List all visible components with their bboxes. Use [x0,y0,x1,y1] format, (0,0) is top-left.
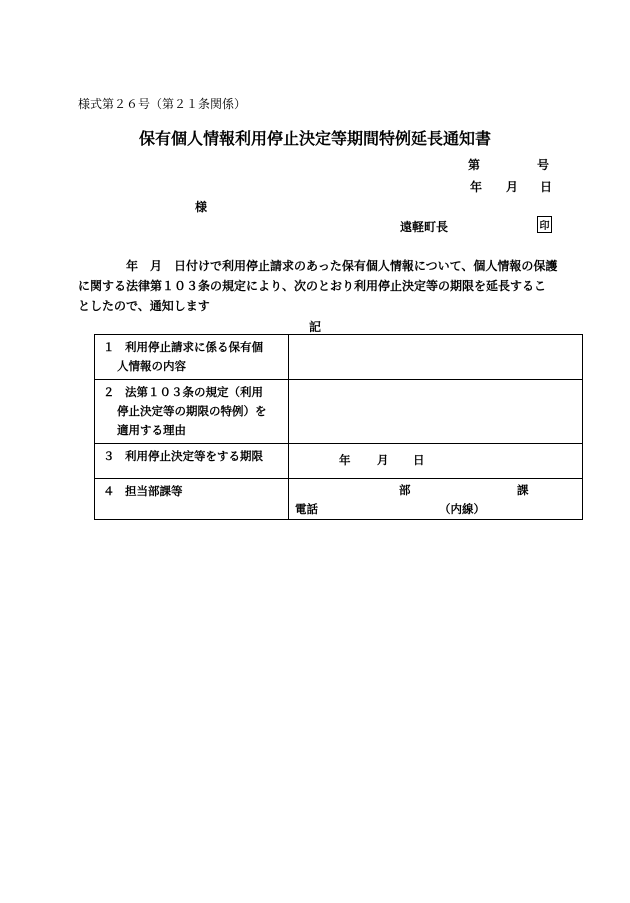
notice-body [78,256,558,316]
deadline-month: 月 [377,453,389,467]
doc-number-prefix: 第 [468,158,481,172]
row-label-text: 人情報の内容 [117,359,186,373]
row-label-text: 停止決定等の期限の特例）を [117,404,267,418]
seal-box: 印 [537,216,552,233]
deadline-field[interactable] [289,444,583,479]
table-row [95,444,583,479]
doc-number-suffix: 号 [537,158,550,172]
items-table [94,334,583,520]
row-label [95,479,289,520]
dept-phone-label: 電話 [295,502,318,516]
document-title: 保有個人情報利用停止決定等期間特例延長通知書 [138,129,491,148]
sender-name: 遠軽町長 [400,220,449,234]
body-line-2: に関する法律第１０３条の規定により、次のとおり利用停止決定等の期限を延長するこ [78,279,547,293]
dept-bu: 部 [399,483,411,497]
row-number: ２ [103,385,115,399]
table-row [95,380,583,444]
row-label-text: 利用停止請求に係る保有個 [125,340,263,354]
row-label-text: 担当部課等 [125,484,183,498]
row-value-field[interactable] [289,335,583,380]
row-label [95,335,289,380]
dept-ka: 課 [517,483,529,497]
date-year: 年 [470,180,483,194]
row-label-text: 法第１０３条の規定（利用 [125,385,263,399]
addressee-suffix: 様 [195,200,208,214]
deadline-day: 日 [413,453,425,467]
department-field[interactable] [289,479,583,520]
row-label-text: 適用する理由 [117,423,186,437]
deadline-year: 年 [339,453,351,467]
row-label [95,444,289,479]
row-value-field[interactable] [289,380,583,444]
body-line-3: としたので、通知します [78,299,210,313]
date-day: 日 [540,180,553,194]
table-row [95,335,583,380]
date-month: 月 [506,180,519,194]
row-label-text: 利用停止決定等をする期限 [125,449,263,463]
row-label [95,380,289,444]
row-number: ４ [103,484,115,498]
dept-extension-label: （内線） [439,502,485,516]
ki-heading: 記 [308,320,321,334]
row-number: １ [103,340,115,354]
row-number: ３ [103,449,115,463]
form-number: 様式第２６号（第２１条関係） [78,97,247,111]
table-row [95,479,583,520]
body-line-1: 年 月 日付けで利用停止請求のあった保有個人情報について、個人情報の保護 [126,259,558,273]
